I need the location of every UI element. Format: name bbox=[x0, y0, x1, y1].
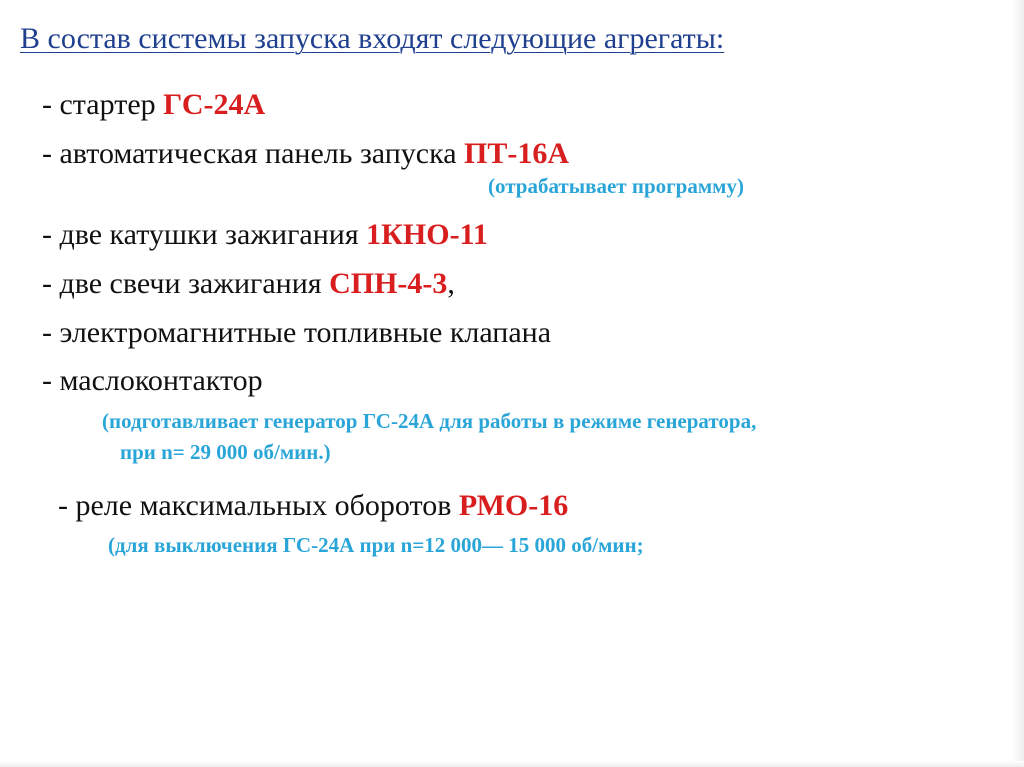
list-item-max-speed-relay bbox=[58, 489, 568, 523]
list-item-text: - автоматическая панель запуска bbox=[42, 137, 465, 170]
item-note: (для выключения ГС-24А при n=12 000— 15 000 об/мин; bbox=[108, 533, 644, 557]
list-item-text: - стартер bbox=[42, 88, 164, 121]
list-item-text: - маслоконтактор bbox=[42, 364, 263, 397]
slide-title: В состав системы запуска входят следующие агрегаты: bbox=[20, 22, 725, 55]
list-item-start-panel bbox=[42, 137, 569, 171]
part-code: ГС-24А bbox=[163, 88, 266, 121]
slide-edge-shadow bbox=[1012, 0, 1024, 767]
list-item-suffix: , bbox=[447, 267, 455, 300]
list-item-ignition-coils bbox=[42, 218, 488, 252]
item-note: (отрабатывает программу) bbox=[488, 174, 744, 198]
part-code: ПТ-16А bbox=[464, 137, 570, 170]
list-item-text: - две катушки зажигания bbox=[42, 218, 367, 251]
part-code: 1КНО-11 bbox=[366, 218, 488, 251]
list-item-text: - реле максимальных оборотов bbox=[58, 489, 459, 522]
list-item-text: - две свечи зажигания bbox=[42, 267, 330, 300]
part-code: РМО-16 bbox=[458, 489, 569, 522]
item-note: (подготавливает генератор ГС-24А для работы в режиме генератора, bbox=[102, 409, 757, 433]
list-item-starter bbox=[42, 88, 265, 122]
item-note-continued: при n= 29 000 об/мин.) bbox=[120, 440, 331, 464]
list-item-fuel-valves bbox=[42, 316, 551, 350]
list-item-spark-plugs bbox=[42, 267, 455, 301]
list-item-oil-contactor bbox=[42, 364, 263, 398]
part-code: СПН-4-3 bbox=[329, 267, 448, 300]
slide-bottom-shadow bbox=[0, 761, 1024, 767]
list-item-text: - электромагнитные топливные клапана bbox=[42, 316, 552, 349]
